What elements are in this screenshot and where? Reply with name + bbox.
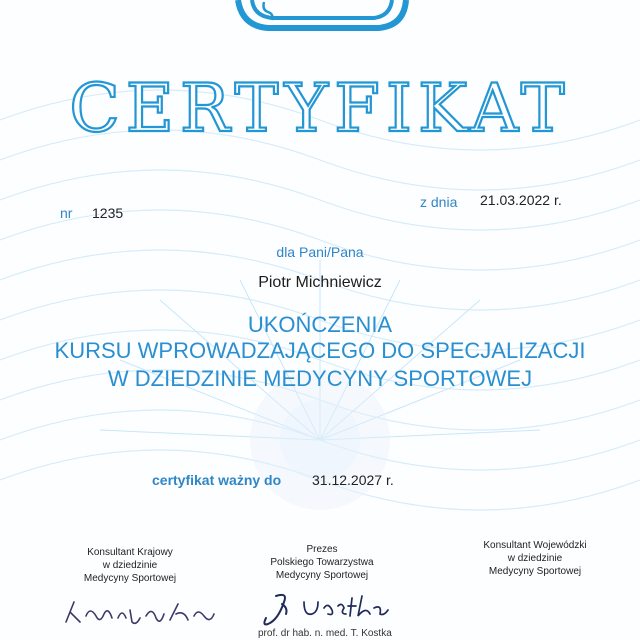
cutoff-footer: prof. dr hab. n. med. T. Kostka bbox=[258, 628, 392, 639]
issue-date: 21.03.2022 r. bbox=[480, 192, 562, 208]
certificate-title: CERTYFIKAT bbox=[69, 70, 571, 147]
certificate-number: 1235 bbox=[92, 205, 124, 221]
signatory-national-consultant bbox=[70, 546, 190, 585]
validity-label: certyfikat ważny do bbox=[152, 472, 282, 488]
course-line-3: W DZIEDZINIE MEDYCYNY SPORTOWEJ bbox=[107, 366, 533, 391]
recipient-prefix: dla Pani/Pana bbox=[276, 244, 364, 260]
signatory-line: w dziedzinie bbox=[507, 553, 563, 564]
signature-national-consultant bbox=[60, 596, 220, 630]
signatory-president bbox=[258, 543, 386, 582]
recipient-name: Piotr Michniewicz bbox=[258, 274, 382, 291]
signatory-line: Konsultant Wojewódzki bbox=[483, 540, 587, 551]
validity-date: 31.12.2027 r. bbox=[312, 472, 394, 488]
sports-medicine-logo-icon bbox=[228, 0, 412, 34]
course-line-1: UKOŃCZENIA bbox=[247, 312, 393, 337]
signatory-line: Medycyny Sportowej bbox=[83, 573, 177, 584]
date-label: z dnia bbox=[420, 194, 458, 210]
course-line-2: KURSU WPROWADZAJĄCEGO DO SPECJALIZACJI bbox=[54, 338, 586, 363]
signatory-line: Konsultant Krajowy bbox=[87, 547, 173, 558]
signatory-line: Prezes bbox=[306, 544, 338, 555]
signatory-regional-consultant bbox=[470, 539, 600, 578]
signatory-line: Medycyny Sportowej bbox=[488, 566, 582, 577]
signatory-line: Medycyny Sportowej bbox=[275, 570, 369, 581]
signatory-line: w dziedzinie bbox=[102, 560, 158, 571]
signatory-line: Polskiego Towarzystwa bbox=[270, 557, 374, 568]
number-label: nr bbox=[60, 205, 73, 221]
